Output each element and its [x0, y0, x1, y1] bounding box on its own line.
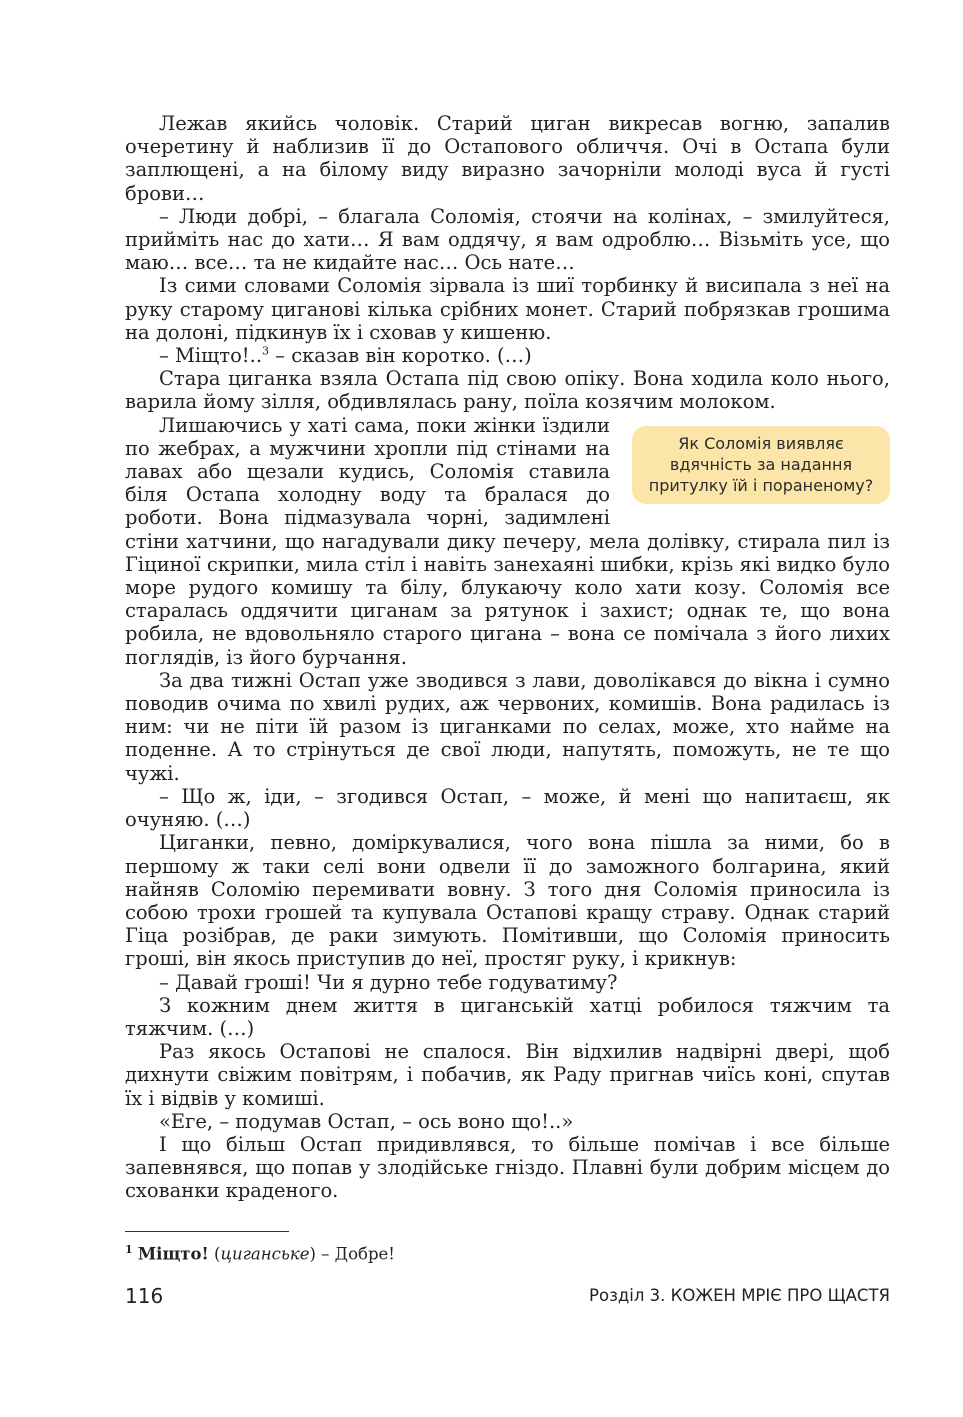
paragraph: Стара циганка взяла Остапа під свою опіку. Вона ходила коло нього, варила йому зілля, обдивлялась рану, поїла козячим молоком.: [125, 367, 890, 414]
exclamation-text: – Міщто!..: [159, 344, 263, 368]
footnote-definition: – Добре!: [321, 1244, 395, 1264]
question-callout: Як Соломія виявляє вдячність за надання притулку їй і пораненому?: [632, 426, 890, 504]
paragraph: Із сими словами Соломія зірвала із шиї торбинку й висипала з неї на руку старому циганові кілька срібних монет. Старий побрязкав грошима на долоні, підкинув їх і сховав у кишеню.: [125, 274, 890, 344]
main-text: [125, 112, 890, 1203]
paragraph-with-callout: [125, 414, 890, 669]
paragraph: З кожним днем життя в циганській хатці робилося тяжчим та тяжчим. (…): [125, 993, 890, 1040]
page-number: 116: [125, 1284, 164, 1308]
paragraph: – Люди добрі, – благала Соломія, стоячи на колінах, – змилуйтеся, прийміть нас до хати… Я вам оддячу, я вам одроблю… Візьміть усе, що маю… все… та не кидайте нас… Ось нате…: [125, 204, 890, 275]
paragraph: Раз якось Остапові не спалося. Він відхилив надвірні двері, щоб дихнути свіжим повітрям, і побачив, як Раду пригнав чиїсь коні, спутав їх і відвів у комиші.: [125, 1040, 890, 1110]
paragraph: [125, 344, 890, 367]
paragraph-rest: – сказав він коротко. (…): [269, 344, 532, 368]
paragraph: «Еге, – подумав Остап, – ось воно що!..»: [159, 1109, 574, 1133]
paragraph: За два тижні Остап уже зводився з лави, доволікався до вікна і сумно поводив очима по хвилі рудих, аж червоних, комишів. Вона радилась із ним: чи не піти їй разом із циганками по селах, може, хто найме на поденне. А то стрінуться де свої люди, напутять, поможуть, не те що чужі.: [125, 668, 890, 785]
paragraph: Циганки, певно, доміркувалися, чого вона пішла за ними, бо в першому ж таки селі вони одвели її до заможного болгарина, який найняв Соломію перемивати вовну. З того дня Соломія приносила із собою трохи грошей та купувала Остапові кращу страву. Однак старий Гіца розібрав, де раки зимують. Помітивши, що Соломія приносить гроші, він якось приступив до неї, простяг руку, і крикнув:: [125, 831, 890, 971]
footnote-term: Міщто!: [137, 1244, 209, 1264]
footnote-language: циганське: [220, 1244, 310, 1264]
chapter-title: Розділ 3. КОЖЕН МРІЄ ПРО ЩАСТЯ: [589, 1286, 890, 1305]
paragraph-text: Лишаючись у хаті сама, поки жінки їздили по жебрах, а мужчини хропли під стінами на лавах або щезали кудись, Соломія ставила біля Остапа холодну воду та бралася до роботи. Вона підмазувала чорні, задимлені стіни хатчини, що нагадували дику печеру, мела долівку, стирала пил із Гіциної скрипки, мила стіл і навіть занехаяні шибки, крізь які видко було море рудого комишу та білу, блукаючу коло хати козу. Соломія все старалась оддячити циганам за рятунок і захист; однак те, що вона робила, не вдовольняло старого цигана – вона се помічала з його лихих поглядів, із його бурчання.: [125, 413, 890, 669]
paragraph: І що більш Остап придивлявся, то більше помічав і все більше запевнявся, що попав у злодійське гніздо. Плавні були добрим місцем до схованки краденого.: [125, 1132, 890, 1203]
footnote-marker: 3: [262, 344, 270, 358]
paragraph: – Давай гроші! Чи я дурно тебе годуватиму?: [159, 970, 618, 994]
paragraph: Лежав якийсь чоловік. Старий циган викресав вогню, запалив очеретину й наблизив її до Остапового обличчя. Очі в Остапа були заплющені, а на білому виду виразно зачорніли молоді вуса й густі брови…: [125, 112, 890, 205]
footnote-number: 1: [125, 1243, 133, 1256]
footnote: $^1$ Міщто! (циганське) – Добре!: [125, 1243, 395, 1264]
footnote-divider: [125, 1231, 289, 1232]
paragraph: – Що ж, іди, – згодився Остап, – може, й мені що напитаєш, як очуняю. (…): [125, 784, 890, 832]
